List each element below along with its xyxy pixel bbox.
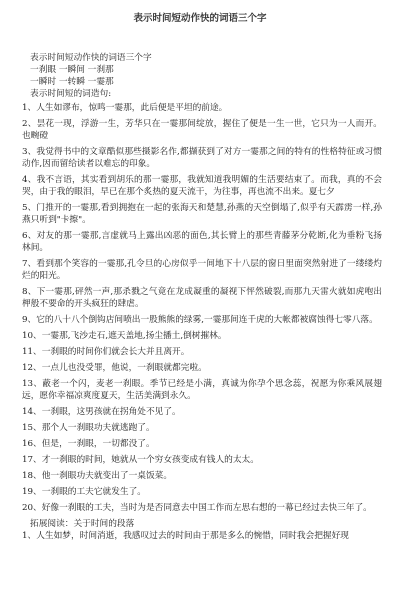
list-item: 18、他一刹眼功夫就变出了一桌饭菜。	[22, 471, 173, 481]
list-item: 5、门推开的一霎那,看到拥抱在一起的张海天和楚慧,孙燕的天空倒塌了,似乎有天霹雳一样,孙燕只听到"卡擦"。	[22, 203, 382, 225]
intro-line-2: 一瞬时 一转瞬 一霎那	[30, 77, 114, 87]
list-item: 3、我觉得书中的文章酷似那些摄影名作,都撷获到了对方一霎那之间的特有的性格特征或习惯动作,因而留给读者以难忘的印象。	[22, 147, 382, 169]
intro-subheading: 表示时间短的词造句:	[30, 89, 112, 99]
list-item: 7、看到那个笑容的一霎那,孔令旦的心房似乎一间地下十八层的窗日里面突然射进了一缕缕灼烂的阳光。	[22, 259, 382, 281]
list-item: 1、人生如谬布，惊鸣一霎那，此后便是平坦的前途。	[22, 103, 228, 113]
extension-heading: 拓展阅读：关于时间的段落	[30, 519, 135, 529]
list-item: 20、好像一刹眼的工夫，当时为是否同意去中国工作而左思右想的一幕已经过去快三年了。	[22, 503, 372, 513]
page-title: 表示时间短动作快的词语三个字	[133, 13, 267, 24]
extension-item: 1、人生如梦，时间消逝，我感叹过去的时间由于那是多么的惋惜，同时我会把握好现	[22, 531, 349, 541]
list-item: 17、才一刹眼的时间，她就从一个穷女孩变成有钱人的太太。	[22, 455, 259, 465]
list-item: 10、一霎那,飞沙走石,遮天盖地,扬尘播土,倒树摧林。	[22, 331, 227, 341]
list-item: 19、一刹眼的工夫它就发生了。	[22, 487, 146, 497]
list-item: 15、那个人一刹眼功夫就逃跑了。	[22, 423, 155, 433]
list-item: 8、下一霎那,砰然一声,那杀戮之气竟在龙成凝重的凝视下怦然破裂,而那九天雷火就如虎咆出柙般不要命的开头疯狂的肆虐。	[22, 287, 382, 309]
list-item: 2、昙花一现，浮游一生，芳华只在一霎那间绽放，握住了便是一生一世，它只为一人而开。也畹磴	[22, 119, 382, 141]
list-item: 11、一刹眼的时间你们就会长大并且离开。	[22, 347, 190, 357]
list-item: 16、但是，一刹眼，一切都没了。	[22, 439, 155, 449]
list-item: 14、一刹眼，这男孩就在拐角处不见了。	[22, 407, 181, 417]
intro-line-1: 一刹眼 一瞬间 一刹那	[30, 65, 114, 75]
intro-heading: 表示时间短动作快的词语三个字	[30, 53, 152, 63]
article-body	[22, 52, 382, 546]
list-item: 12、一点儿也没受罪，他说，一刹眼就都完啦。	[22, 363, 207, 373]
list-item: 6、对友的那一霎那,言虚就马上露出凶恶的面色,其长臂上的那些青藤茅分乾断,化为垂粉飞扬林间。	[22, 231, 382, 253]
list-item: 13、蔽老一个闪，麦老一刹眼。季节已经是小满，真诚为你孕个思念蕊，祝愿为你乘风展翅远，愿你幸福凉爽度夏天，生活美满到永久。	[22, 379, 382, 401]
list-item: 9、它的八十八个倒钩店间喷出一股熊熊的绿雾,一霎那间连千虎的大帐都被腐蚀得七零八落。	[22, 315, 378, 325]
list-item: 4、我不言语，其实看到胡乐的那一霎那，我就知道我明媚的生活要结束了。而我，真的不会哭，由于我的眼泪，早已在那个炙热的夏天流干，为往事，再也流不出来。夏七夕	[22, 175, 382, 197]
